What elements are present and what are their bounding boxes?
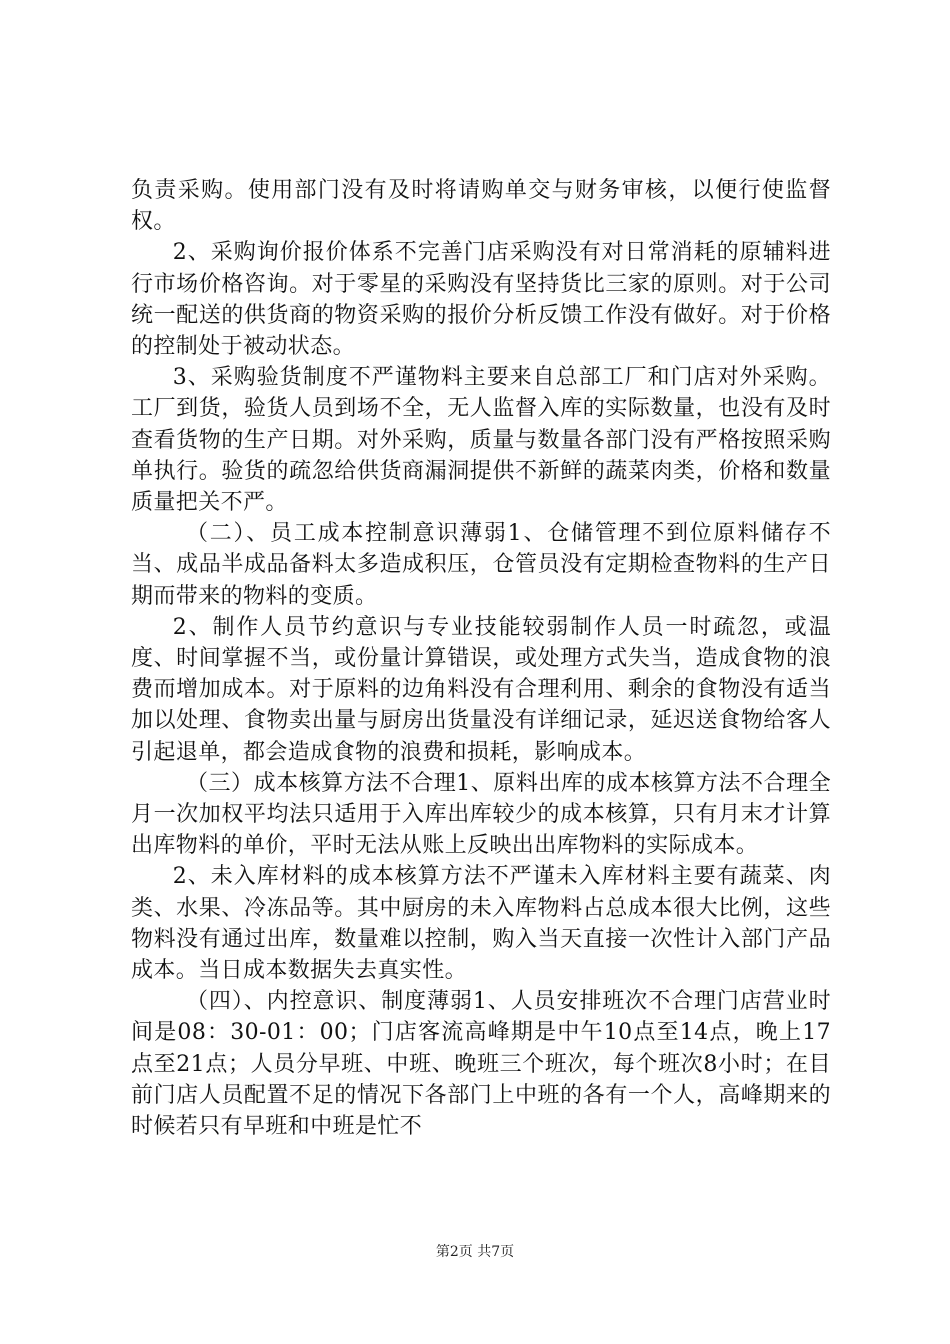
paragraph-3: 3、采购验货制度不严谨物料主要来自总部工厂和门店对外采购。工厂到货，验货人员到场不全，无人监督入库的实际数量，也没有及时查看货物的生产日期。对外采购，质量与数量各部门没有严格按照采购单执行。验货的疏忽给供货商漏洞提供不新鲜的蔬菜肉类，价格和数量质量把关不严。 <box>131 365 831 516</box>
paragraph-2: 2、采购询价报价体系不完善门店采购没有对日常消耗的原辅料进行市场价格咨询。对于零星的采购没有坚持货比三家的原则。对于公司统一配送的供货商的物资采购的报价分析反馈工作没有做好。对于价格的控制处于被动状态。 <box>131 240 831 360</box>
paragraph-1: 负责采购。使用部门没有及时将请购单交与财务审核，以便行使监督权。 <box>131 178 831 235</box>
paragraph-6: （三）成本核算方法不合理1、原料出库的成本核算方法不合理全月一次加权平均法只适用于入库出库较少的成本核算，只有月末才计算出库物料的单价，平时无法从账上反映出出库物料的实际成本。 <box>131 770 831 859</box>
paragraph-8: （四）、内控意识、制度薄弱1、人员安排班次不合理门店营业时间是08：30-01：00；门店客流高峰期是中午10点至14点，晚上17点至21点；人员分早班、中班、晚班三个班次，每个班次8小时；在目前门店人员配置不足的情况下各部门上中班的各有一个人，高峰期来的时候若只有早班和中班是忙不 <box>131 989 831 1140</box>
document-body <box>131 175 831 1142</box>
paragraph-7: 2、未入库材料的成本核算方法不严谨未入库材料主要有蔬菜、肉类、水果、冷冻品等。其中厨房的未入库物料占总成本很大比例，这些物料没有通过出库，数量难以控制，购入当天直接一次性计入部门产品成本。当日成本数据失去真实性。 <box>131 864 831 984</box>
paragraph-5: 2、制作人员节约意识与专业技能较弱制作人员一时疏忽，或温度、时间掌握不当，或份量计算错误，或处理方式失当，造成食物的浪费而增加成本。对于原料的边角料没有合理利用、剩余的食物没有适当加以处理、食物卖出量与厨房出货量没有详细记录，延迟送食物给客人引起退单，都会造成食物的浪费和损耗，影响成本。 <box>131 614 831 765</box>
page-number-footer: 第2页 共7页 <box>435 1244 515 1260</box>
paragraph-4: （二）、员工成本控制意识薄弱1、仓储管理不到位原料储存不当、成品半成品备料太多造成积压，仓管员没有定期检查物料的生产日期而带来的物料的变质。 <box>131 521 831 609</box>
